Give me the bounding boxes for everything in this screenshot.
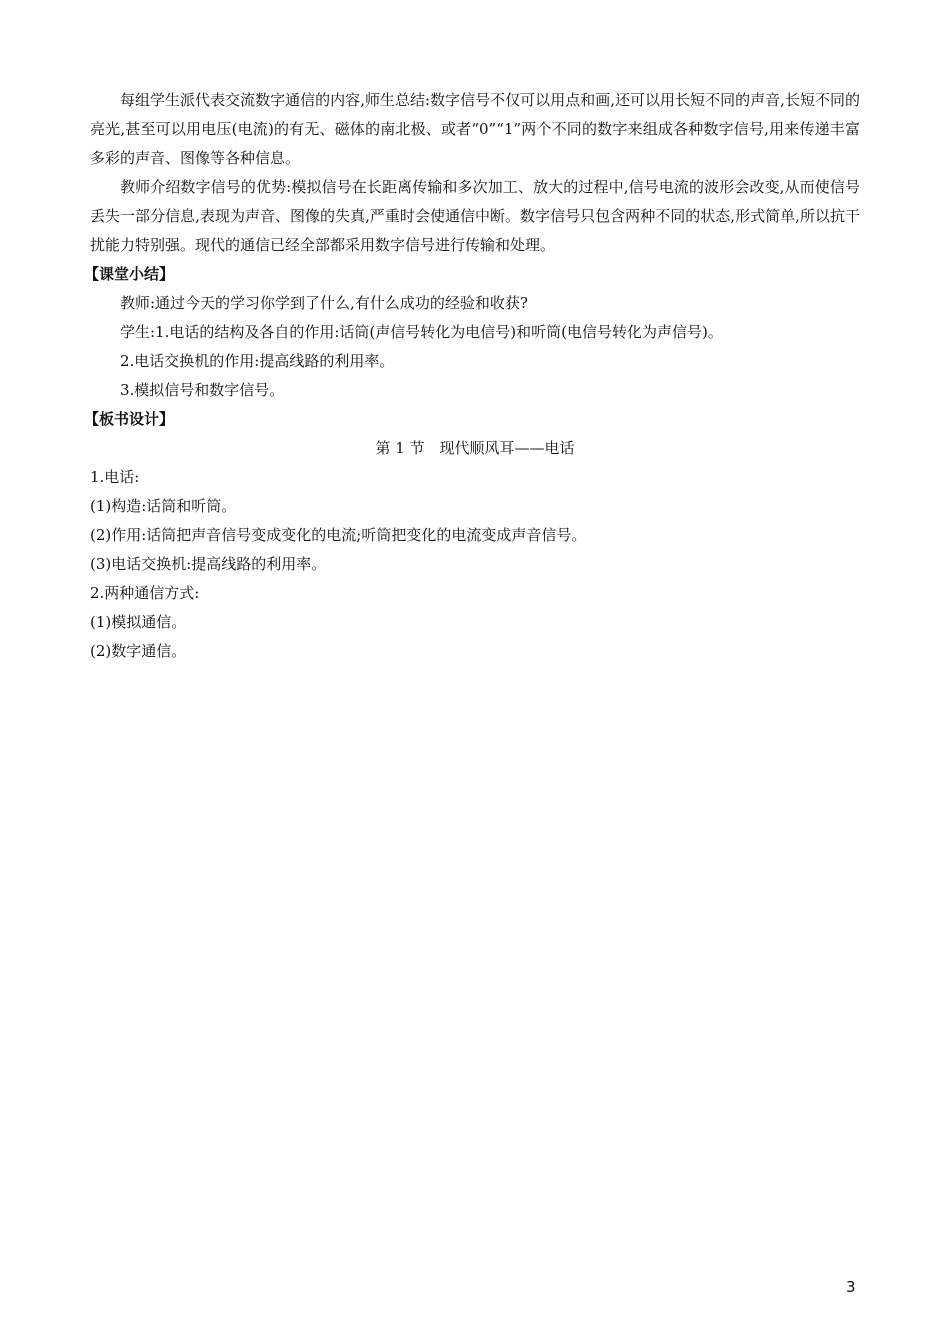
summary-line: 2.电话交换机的作用:提高线路的利用率。 [120,352,395,370]
board-line: 2.两种通信方式: [90,584,200,602]
board-line: (3)电话交换机:提高线路的利用率。 [90,555,327,573]
summary-line: 3.模拟信号和数字信号。 [120,381,285,399]
board-line: 1.电话: [90,468,140,486]
board-line: (1)模拟通信。 [90,613,187,631]
page-number: 3 [846,1278,856,1296]
board-line: (1)构造:话筒和听筒。 [90,497,237,515]
section-heading-class-summary: 【课堂小结】 [84,265,175,283]
summary-line: 学生:1.电话的结构及各自的作用:话筒(声信号转化为电信号)和听筒(电信号转化为声信号)。 [120,323,723,341]
document-page [84,86,860,666]
board-title: 第 1 节 现代顺风耳——电话 [375,439,575,457]
board-line: (2)作用:话筒把声音信号变成变化的电流;听筒把变化的电流变成声音信号。 [90,526,587,544]
paragraph-digital-signal-advantage: 教师介绍数字信号的优势:模拟信号在长距离传输和多次加工、放大的过程中,信号电流的波形会改变,从而使信号丢失一部分信息,表现为声音、图像的失真,严重时会使通信中断。数字信号只包含两种不同的状态,形式简单,所以抗干扰能力特别强。现代的通信已经全部都采用数字信号进行传输和处理。 [90,178,860,254]
board-line: (2)数字通信。 [90,642,187,660]
paragraph-digital-signal-summary: 每组学生派代表交流数字通信的内容,师生总结:数字信号不仅可以用点和画,还可以用长短不同的声音,长短不同的亮光,甚至可以用电压(电流)的有无、磁体的南北极、或者“0”“1”两个不同的数字来组成各种数字信号,用来传递丰富多彩的声音、图像等各种信息。 [90,91,860,167]
section-heading-board-design: 【板书设计】 [84,410,175,428]
summary-line: 教师:通过今天的学习你学到了什么,有什么成功的经验和收获? [120,294,528,312]
